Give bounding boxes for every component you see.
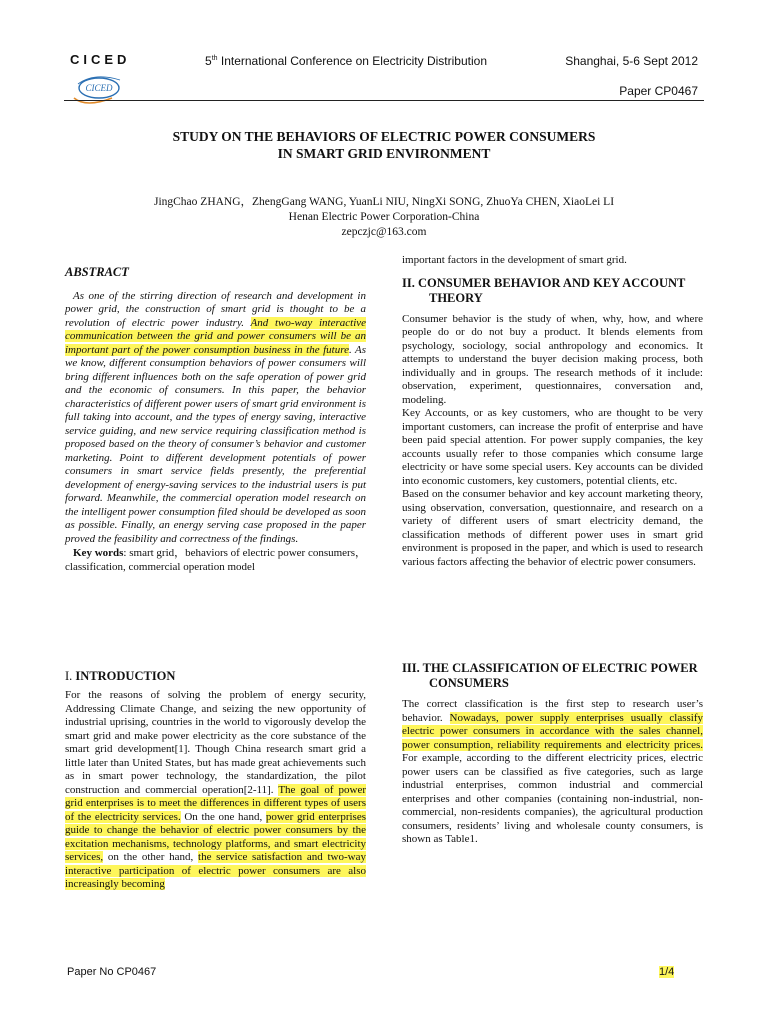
footer-paper-number: Paper No CP0467 — [67, 966, 157, 978]
section-3 — [402, 661, 703, 847]
author-affiliation: Henan Electric Power Corporation-China — [288, 211, 480, 223]
header-rule — [64, 100, 704, 101]
section-2-paragraph-2: Key Accounts, or as key customers, who are thought to be very important customers, can increase the profit of enterprise and have been paid special attention. For power supply companies, the key accounts usually refer to those companies which consume large electricity or have some special users. Key accounts can be divided into economic customers, key customers, potential clients, etc. — [402, 407, 703, 487]
introduction-heading: I. INTRODUCTION — [65, 669, 176, 683]
keywords: Key words: smart grid，behaviors of electric power consumers，classification, commercial operation model — [65, 547, 366, 573]
abstract-highlight: And two-way interactive communication between the grid and power consumers will be an important part of the power consumption business in the future — [65, 316, 367, 356]
paper-id: Paper CP0467 — [619, 84, 698, 98]
paper-title — [64, 129, 704, 162]
title-line-1: STUDY ON THE BEHAVIORS OF ELECTRIC POWER CONSUMERS — [172, 129, 596, 144]
author-names: JingChao ZHANG，ZhengGang WANG, YuanLi NIU, NingXi SONG, ZhuoYa CHEN, XiaoLei LI — [153, 196, 615, 208]
ciced-logo — [64, 68, 130, 110]
author-block — [64, 195, 704, 240]
author-email: zepczjc@163.com — [341, 226, 427, 238]
conference-location-date: Shanghai, 5-6 Sept 2012 — [565, 54, 698, 68]
org-name: CICED — [70, 52, 131, 67]
section-3-heading: III. THE CLASSIFICATION OF ELECTRIC POWER CONSUMERS — [402, 661, 698, 690]
right-column — [402, 254, 703, 569]
section-3-text: The correct classification is the first step to research user’s behavior. Nowadays, power supply enterprises usually classify electric power consumers in accordance with the sales channel, power consumption, reliability requirements and electricity prices. For example, according to the different electricity prices, electric power users can be classified as five categories, such as large industrial enterprises, common industrial and commercial enterprises and other companies (containing non-industrial, non-commercial, non-residents companies), the agricultural production consumers, residents’ living and wholesale county consumers, is shown as Table1. — [402, 698, 703, 845]
section-2-paragraph-3: Based on the consumer behavior and key account marketing theory, using observation, conversation, questionnaire, and research on a variety of different users of smart electricity demand, the classification methods of different power uses in smart grid environment is proposed in the paper, and which is used to research various factors affecting the behavior of electric power consumers. — [402, 488, 703, 568]
introduction-text: For the reasons of solving the problem of energy security, Addressing Climate Change, and seizing the new opportunity of industrial uprising, countries in the world to vigorously develop the smart grid and make power electricity as the core substance of the smart grid development[1]. Though China research smart grid a little later than United States, but has made great achievements such as in smart power technology, the standardization, the pilot construction and commercial operation[2-11]. The goal of power grid enterprises is to meet the differences in different types of users of the electricity services. On the one hand, power grid enterprises guide to change the behavior of electric power consumers by the excitation mechanisms, technology platforms, and smart electricity services, on the other hand, the service satisfaction and two-way interactive participation of electric power consumers are also increasingly becoming — [65, 689, 366, 890]
abstract-text: As one of the stirring direction of research and development in power grid, the construction of smart grid is thought to be a revolution of electric power industry. And two-way interactive communication between the grid and power consumers will be an important part of the power consumption business in the future. As we know, different consumption behaviors of power consumers will bring different influences both on the safe operation of power grid and the economic of consumers. In this paper, the behavior characteristics of different power users of smart grid environment is full taking into account, and the types of energy saving, interactive service guiding, and new service requiring classification method is proposed based on the theory of consumer’s behavior and customer marketing. Point to different development potentials of power consumers in smart service fields presently, the preferential development of energy-saving services to the industrial users is put forward. Meanwhile, the commercial operation model research on the intelligent power consumption filed should be developed as soon as possible. Finally, an energy serving case proposed in the paper proved the feasibility and correctness of the findings. — [65, 289, 367, 545]
continuation-text: important factors in the development of smart grid. — [402, 254, 627, 266]
abstract-section — [65, 266, 366, 574]
keywords-label: Key words — [73, 547, 124, 559]
logo-text: CICED — [85, 83, 113, 93]
section-2-paragraph-1: Consumer behavior is the study of when, why, how, and where people do or do not buy a product. It blends elements from psychology, sociology, social anthropology and economics. It attempts to understand the buyer decision making process, both individually and in groups. The research methods of it include: observation, experiment, questionnaires, conversation and, modeling. — [402, 312, 703, 406]
introduction-section — [65, 669, 366, 892]
title-line-2: IN SMART GRID ENVIRONMENT — [277, 145, 491, 161]
abstract-heading: ABSTRACT — [65, 265, 129, 279]
section-3-highlight: Nowadays, power supply enterprises usually classify electric power consumers in accordance with the sales channel, power consumption, reliability requirements and electricity prices. — [402, 711, 703, 751]
page-number: 1/4 — [659, 966, 675, 978]
section-2-heading: II. CONSUMER BEHAVIOR AND KEY ACCOUNT THEORY — [402, 275, 686, 305]
conference-name: 5th International Conference on Electricity Distribution — [205, 54, 487, 68]
